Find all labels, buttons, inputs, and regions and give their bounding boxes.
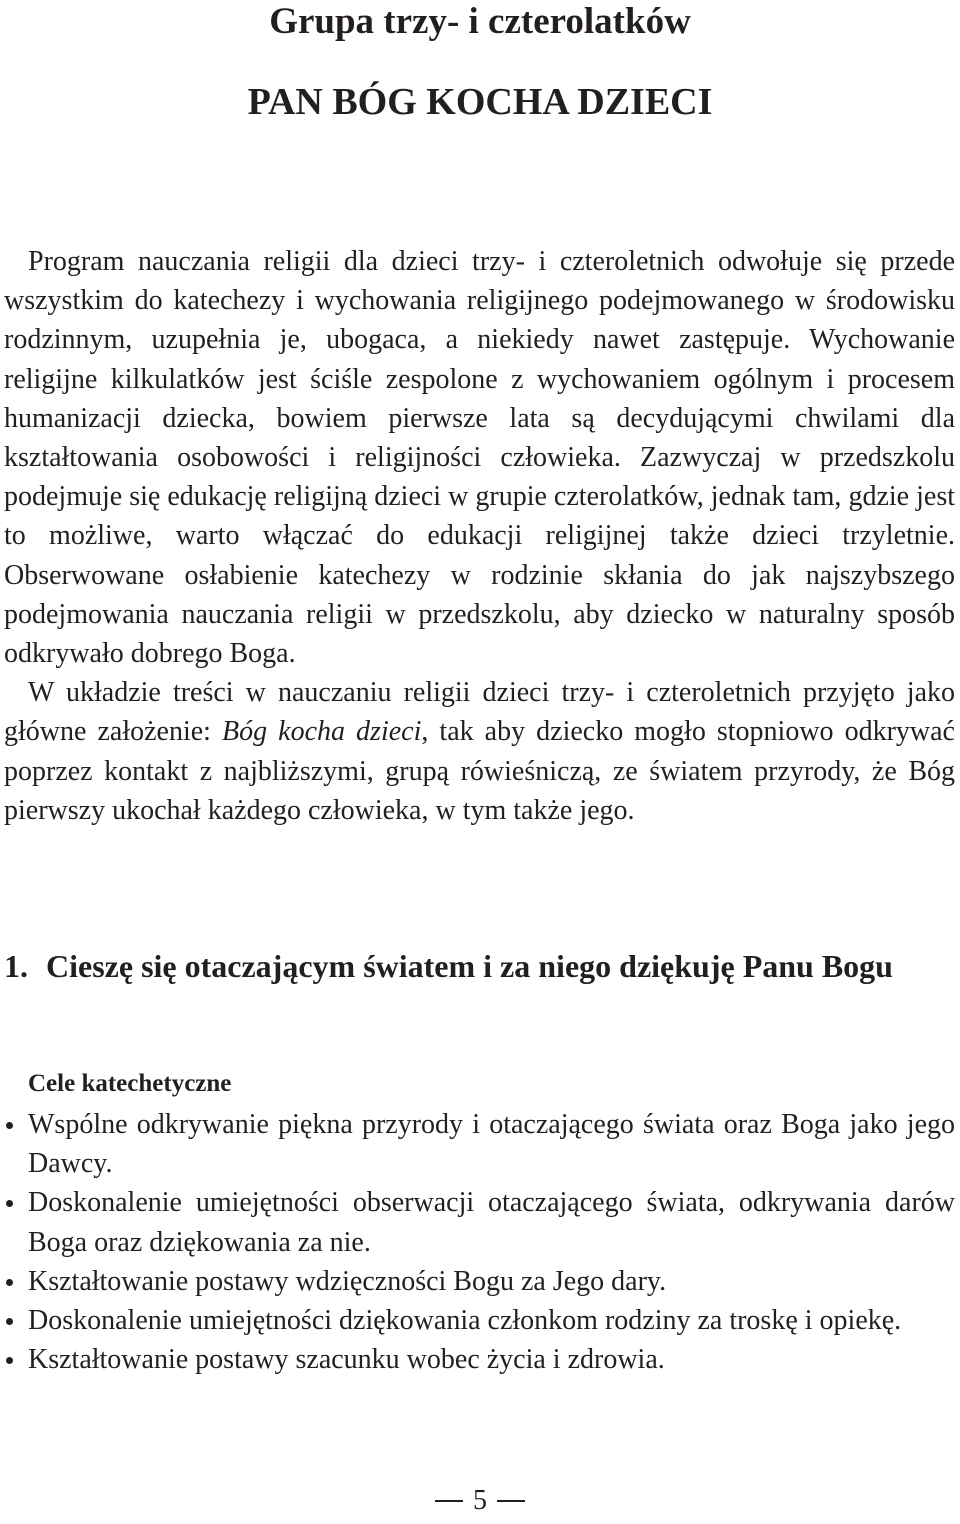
list-item-text: Kształtowanie postawy szacunku wobec życia i zdrowia. — [28, 1344, 665, 1376]
list-item — [4, 1340, 955, 1379]
list-item-text: Wspólne odkrywanie piękna przyrody i otaczającego świata oraz Boga jako jego Dawcy. — [28, 1109, 955, 1180]
section-heading — [4, 947, 955, 986]
list-item-text: Kształtowanie postawy wdzięczności Bogu za Jego dary. — [28, 1265, 667, 1297]
list-item — [4, 1105, 955, 1183]
list-item-text: Doskonalenie umiejętności obserwacji otaczającego świata, odkrywania darów Boga oraz dziękowania za nie. — [28, 1187, 955, 1258]
page-number — [0, 1484, 960, 1518]
list-item-text: Doskonalenie umiejętności dziękowania członkom rodziny za troskę i opiekę. — [28, 1305, 902, 1337]
list-item — [4, 1183, 955, 1261]
list-item — [4, 1262, 955, 1301]
paragraph-text: , tak aby dziecko mogło stopniowo odkrywać poprzez kontakt z najbliższymi, grupą rówieśniczą, ze światem przyrody, że Bóg pierwszy ukochał każdego człowieka, w tym także jego. — [4, 716, 955, 826]
paragraph-text: W układzie treści w nauczaniu religii dzieci trzy- i czteroletnich przyjęto jako główne założenie: — [4, 677, 955, 748]
intro-text — [4, 242, 955, 830]
goals-list — [4, 1105, 955, 1379]
page-number-dash — [497, 1500, 525, 1502]
main-title: PAN BÓG KOCHA DZIECI — [247, 81, 713, 123]
group-title: Grupa trzy- i czterolatków — [269, 1, 691, 42]
page-number-dash — [435, 1500, 463, 1502]
section-number: 1. — [4, 948, 28, 984]
intro-paragraph: Program nauczania religii dla dzieci trzy- i czteroletnich odwołuje się przede wszystkim do katechezy i wychowania religijnego podejmowanego w środowisku rodzinnym, uzupełnia je, ubogaca, a niekiedy nawet zastępuje. Wychowanie religijne kilkulatków jest ściśle zespolone z wychowaniem ogólnym i procesem humanizacji dziecka, bowiem pierwsze lata są decydującymi chwilami dla kształtowania osobowości i religijności człowieka. Zazwyczaj w przedszkolu podejmuje się edukację religijną dzieci w grupie czterolatków, jednak tam, gdzie jest to możliwe, warto włączać do edukacji religijnej także dzieci trzyletnie. Obserwowane osłabienie katechezy w rodzinie skłania do jak najszybszego podejmowania nauczania religii w przedszkolu, aby dziecko w naturalny sposób odkrywało dobrego Boga. — [4, 246, 955, 670]
intro-paragraph — [4, 673, 955, 830]
emphasized-phrase: Bóg kocha dzieci — [222, 716, 422, 748]
list-item — [4, 1301, 955, 1340]
goals-heading: Cele katechetyczne — [28, 1070, 232, 1097]
section-title: Cieszę się otaczającym światem i za niego dziękuję Panu Bogu — [46, 948, 893, 984]
page-number-value: 5 — [473, 1485, 487, 1516]
